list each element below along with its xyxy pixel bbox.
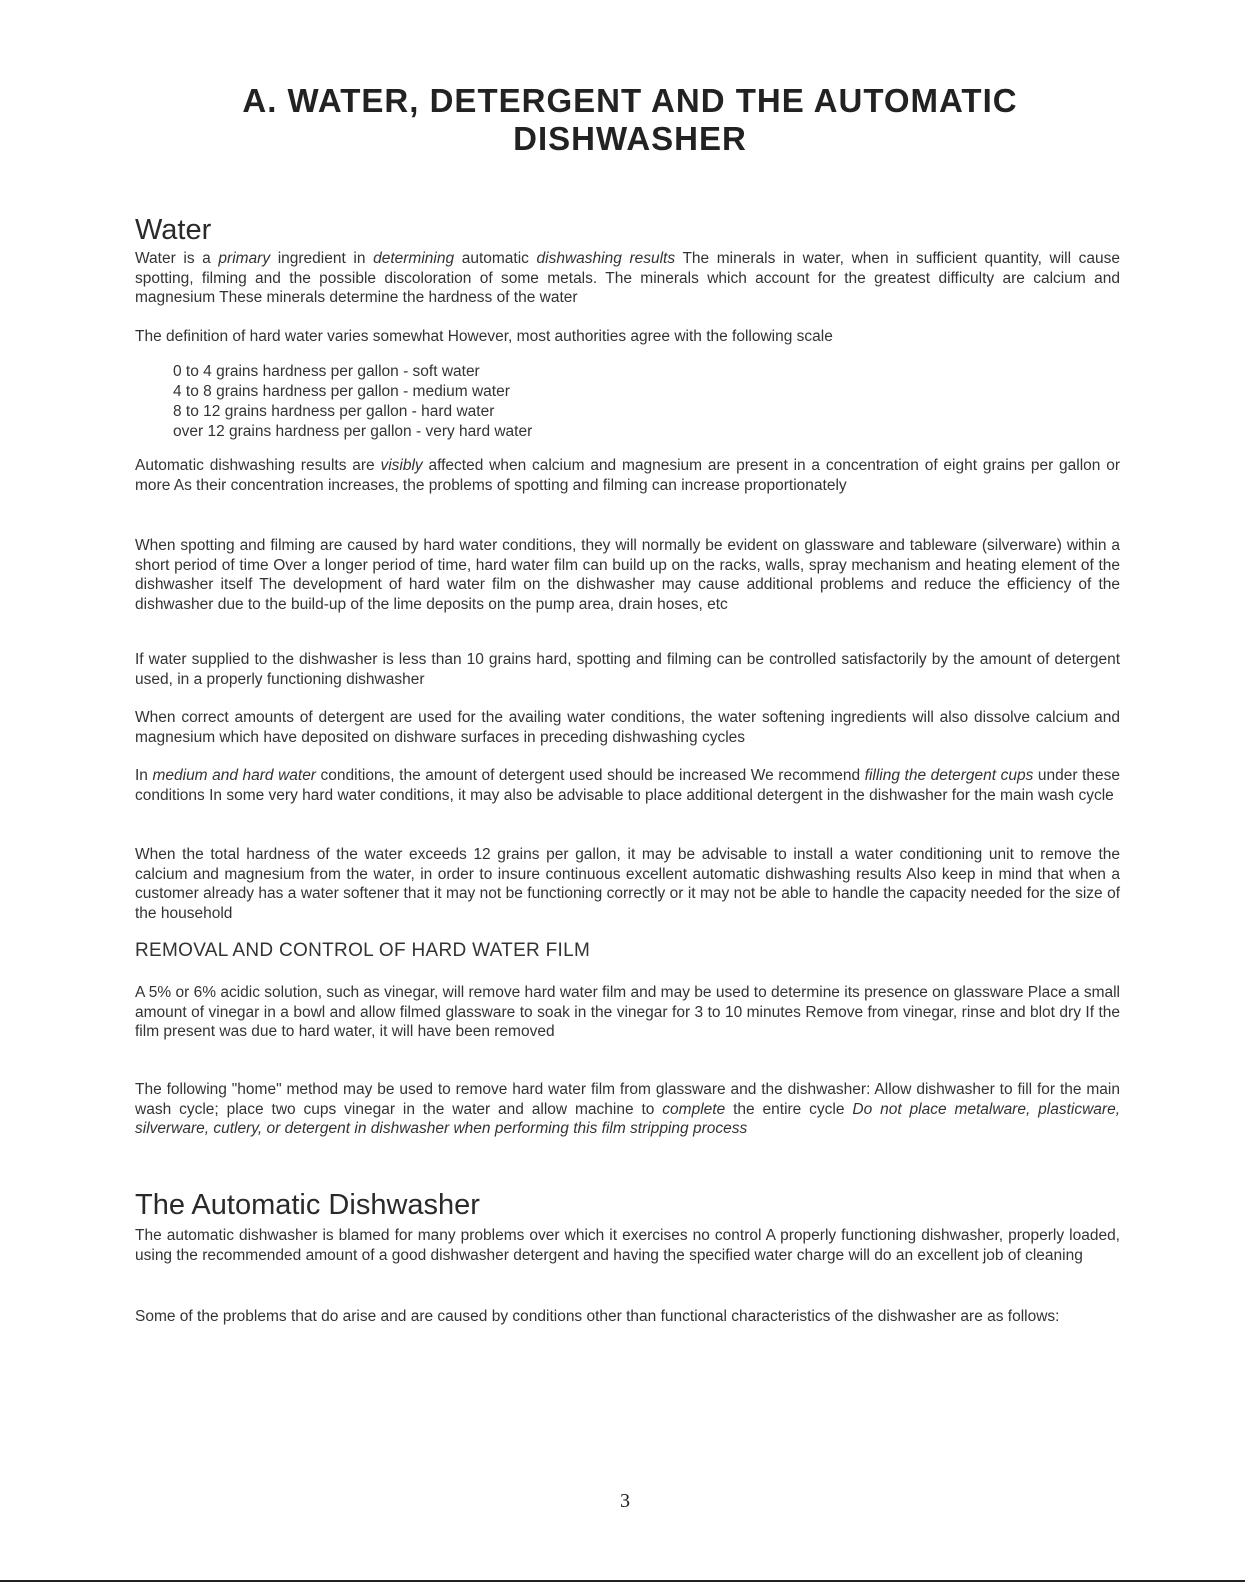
page-title xyxy=(130,82,1130,158)
water-paragraph-5: If water supplied to the dishwasher is less than 10 grains hard, spotting and filming can be controlled satisfactorily by the amount of detergent used, in a properly functioning dishwasher xyxy=(135,651,1120,688)
hardness-scale-item: 0 to 4 grains hardness per gallon - soft water xyxy=(173,363,480,380)
water-paragraph-1: Water is a primary ingredient in determining automatic dishwashing results The minerals in water, when in sufficient quantity, will cause spotting, filming and the possible discoloration of some metals. The minerals which account for the greatest difficulty are calcium and magnesium These minerals determine the hardness of the water xyxy=(135,250,1121,307)
hardness-scale-item: over 12 grains hardness per gallon - very hard water xyxy=(173,423,533,440)
water-paragraph-6: When correct amounts of detergent are used for the availing water conditions, the water softening ingredients will also dissolve calcium and magnesium which have deposited on dishware surfaces in preceding dishwashing cycles xyxy=(135,709,1120,746)
dishwasher-heading: The Automatic Dishwasher xyxy=(135,1189,480,1221)
page-number: 3 xyxy=(620,1490,630,1512)
water-heading: Water xyxy=(135,214,212,246)
removal-paragraph-1: A 5% or 6% acidic solution, such as vinegar, will remove hard water film and may be used to determine its presence on glassware Place a small amount of vinegar in a bowl and allow filmed glassware to soak in the vinegar for 3 to 10 minutes Remove from vinegar, rinse and blot dry If the film present was due to hard water, it will have been removed xyxy=(135,984,1120,1041)
water-paragraph-2: The definition of hard water varies somewhat However, most authorities agree with the following scale xyxy=(135,328,833,345)
page-title-line-2: DISHWASHER xyxy=(513,120,747,157)
dishwasher-paragraph-2: Some of the problems that do arise and are caused by conditions other than functional characteristics of the dishwasher are as follows: xyxy=(135,1308,1060,1325)
water-paragraph-4: When spotting and filming are caused by hard water conditions, they will normally be evident on glassware and tableware (silverware) within a short period of time Over a longer period of time, hard water film can build up on the racks, walls, spray mechanism and heating element of the dishwasher itself The development of hard water film on the dishwasher may cause additional problems and reduce the efficiency of the dishwasher due to the build-up of the lime deposits on the pump area, drain hoses, etc xyxy=(135,537,1120,613)
hardness-scale-list xyxy=(173,362,532,442)
water-paragraph-8: When the total hardness of the water exceeds 12 grains per gallon, it may be advisable to install a water conditioning unit to remove the calcium and magnesium from the water, in order to insure continuous excellent automatic dishwashing results Also keep in mind that when a customer already has a water softener that it may not be functioning correctly or it may not be able to handle the capacity needed for the size of the household xyxy=(135,846,1120,922)
dishwasher-paragraph-1: The automatic dishwasher is blamed for many problems over which it exercises no control A properly functioning dishwasher, properly loaded, using the recommended amount of a good dishwasher detergent and having the specified water charge will do an excellent job of cleaning xyxy=(135,1227,1120,1264)
water-paragraph-3: Automatic dishwashing results are visibly affected when calcium and magnesium are present in a concentration of eight grains per gallon or more As their concentration increases, the problems of spotting and filming can increase proportionately xyxy=(135,457,1120,494)
removal-heading: REMOVAL AND CONTROL OF HARD WATER FILM xyxy=(135,940,591,961)
hardness-scale-item: 8 to 12 grains hardness per gallon - hard water xyxy=(173,403,495,420)
water-paragraph-7: In medium and hard water conditions, the amount of detergent used should be increased We recommend filling the detergent cups under these conditions In some very hard water conditions, it may also be advisable to place additional detergent in the dishwasher for the main wash cycle xyxy=(135,767,1120,804)
page-bottom-edge xyxy=(0,1580,1245,1582)
hardness-scale-item: 4 to 8 grains hardness per gallon - medium water xyxy=(173,383,510,400)
removal-paragraph-2: The following "home" method may be used to remove hard water film from glassware and the dishwasher: Allow dishwasher to fill for the main wash cycle; place two cups vinegar in the water and allow machine to complete the entire cycle Do not place metalware, plasticware, silverware, cutlery, or detergent in dishwasher when performing this film stripping process xyxy=(135,1081,1120,1138)
page-title-line-1: A. WATER, DETERGENT AND THE AUTOMATIC xyxy=(242,82,1018,119)
